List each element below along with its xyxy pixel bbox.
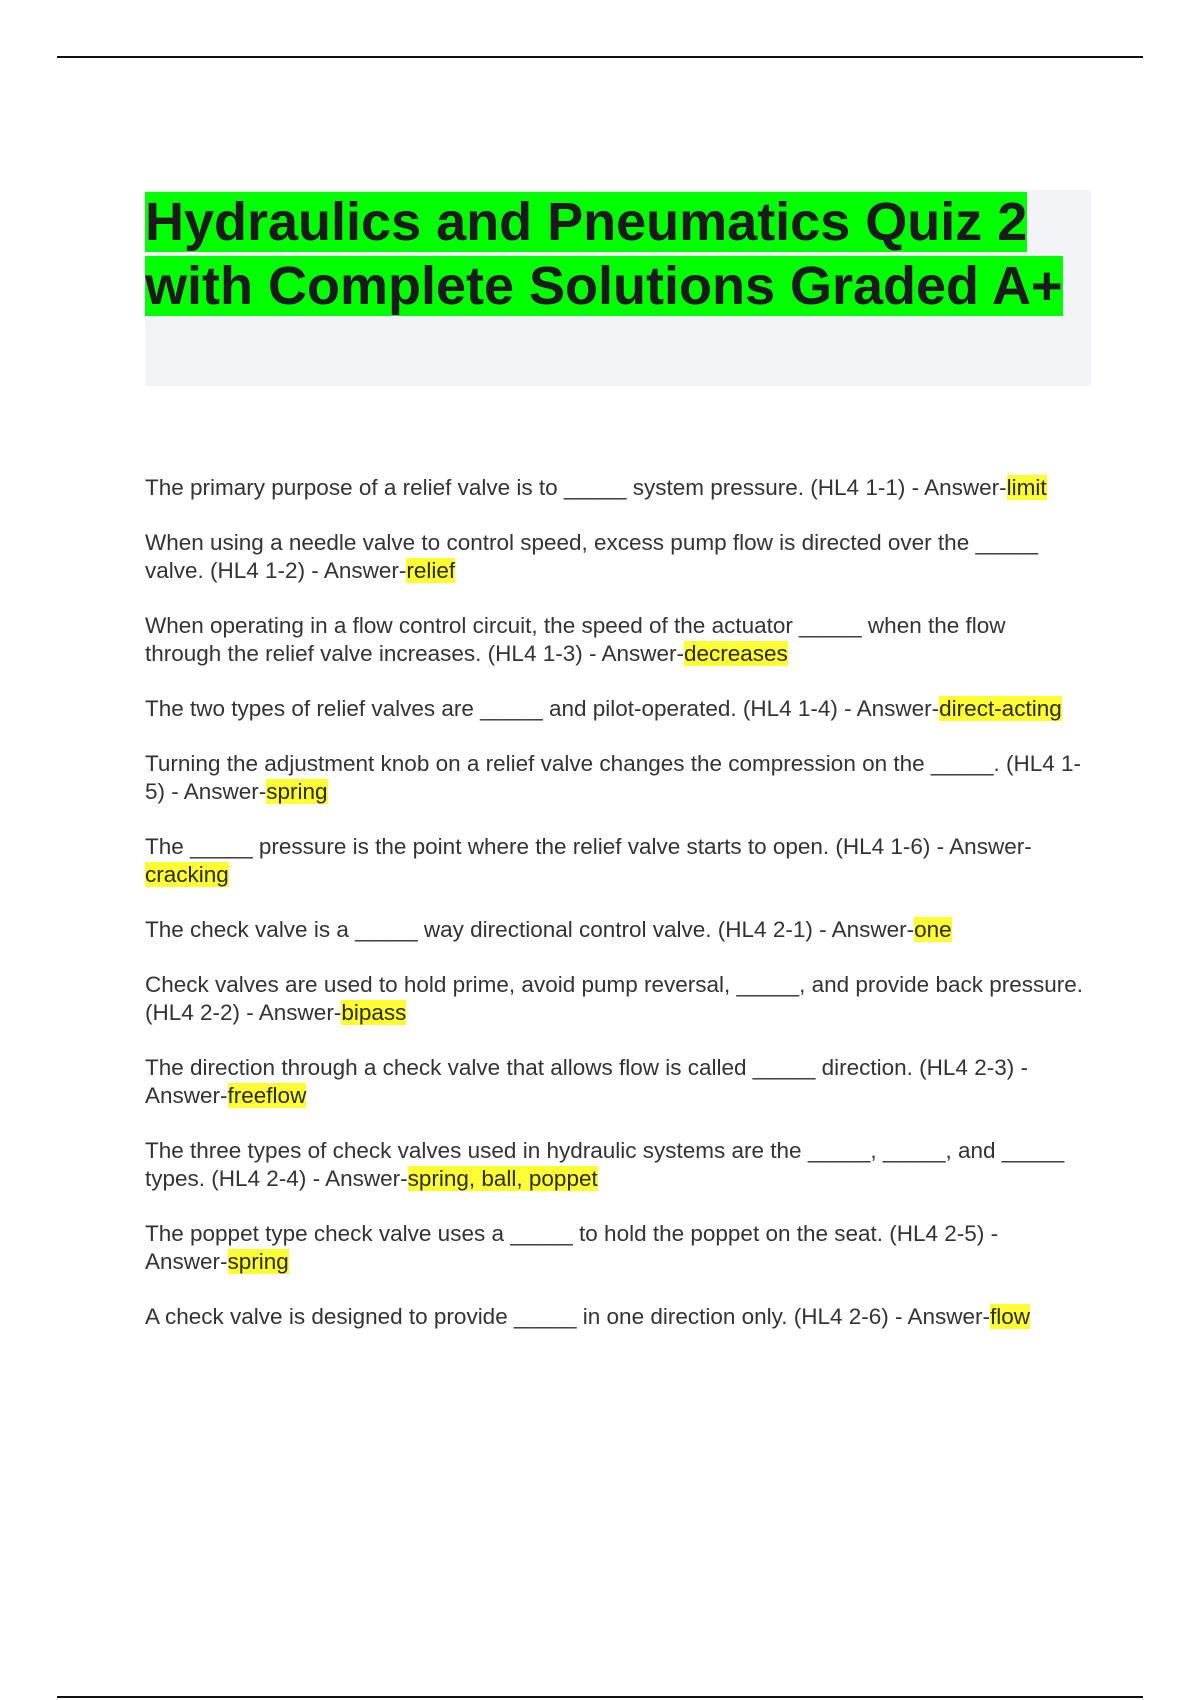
qa-item	[145, 612, 1085, 668]
answer-highlight: cracking	[145, 862, 229, 887]
question-text: The two types of relief valves are _____ and pilot-operated. (HL4 1-4) - Answer-	[145, 696, 940, 721]
qa-item	[145, 971, 1085, 1027]
answer-highlight: freeflow	[227, 1083, 307, 1108]
bottom-rule	[57, 1696, 1143, 1698]
qa-item	[145, 833, 1085, 889]
question-text: When operating in a flow control circuit, the speed of the actuator _____ when the flow through the relief valve increases. (HL4 1-3) - Answer-	[145, 613, 1006, 666]
question-text: A check valve is designed to provide _____ in one direction only. (HL4 2-6) - Answer-	[145, 1304, 991, 1329]
qa-list	[145, 474, 1085, 1358]
question-text: The three types of check valves used in hydraulic systems are the _____, _____, and _____ types. (HL4 2-4) - Answer-	[145, 1138, 1065, 1191]
qa-item	[145, 916, 1085, 944]
qa-item	[145, 1303, 1085, 1331]
qa-item	[145, 750, 1085, 806]
answer-highlight: limit	[1006, 475, 1047, 500]
qa-item	[145, 1054, 1085, 1110]
answer-highlight: direct-acting	[939, 696, 1062, 721]
answer-highlight: one	[914, 917, 952, 942]
question-text: When using a needle valve to control speed, excess pump flow is directed over the _____ valve. (HL4 1-2) - Answer-	[145, 530, 1039, 583]
document-title	[145, 190, 1091, 318]
title-highlight: Hydraulics and Pneumatics Quiz 2 with Complete Solutions Graded A+	[145, 192, 1063, 316]
answer-highlight: decreases	[684, 641, 788, 666]
answer-highlight: spring	[227, 1249, 289, 1274]
qa-item	[145, 474, 1085, 502]
question-text: Check valves are used to hold prime, avoid pump reversal, _____, and provide back pressure. (HL4 2-2) - Answer-	[145, 972, 1084, 1025]
title-block	[145, 190, 1091, 386]
qa-item	[145, 1220, 1085, 1276]
qa-item	[145, 529, 1085, 585]
top-rule	[57, 56, 1143, 58]
question-text: The direction through a check valve that allows flow is called _____ direction. (HL4 2-3) - Answer-	[145, 1055, 1028, 1108]
answer-highlight: spring, ball, poppet	[407, 1166, 598, 1191]
question-text: The primary purpose of a relief valve is to _____ system pressure. (HL4 1-1) - Answer-	[145, 475, 1007, 500]
qa-item	[145, 695, 1085, 723]
question-text: The poppet type check valve uses a _____ to hold the poppet on the seat. (HL4 2-5) - Answer-	[145, 1221, 999, 1274]
answer-highlight: flow	[990, 1304, 1031, 1329]
qa-item	[145, 1137, 1085, 1193]
question-text: The check valve is a _____ way directional control valve. (HL4 2-1) - Answer-	[145, 917, 915, 942]
question-text: Turning the adjustment knob on a relief valve changes the compression on the _____. (HL4 1-5) - Answer-	[145, 751, 1081, 804]
answer-highlight: spring	[266, 779, 328, 804]
answer-highlight: bipass	[341, 1000, 407, 1025]
question-text: The _____ pressure is the point where the relief valve starts to open. (HL4 1-6) - Answer-	[145, 834, 1032, 859]
answer-highlight: relief	[406, 558, 456, 583]
